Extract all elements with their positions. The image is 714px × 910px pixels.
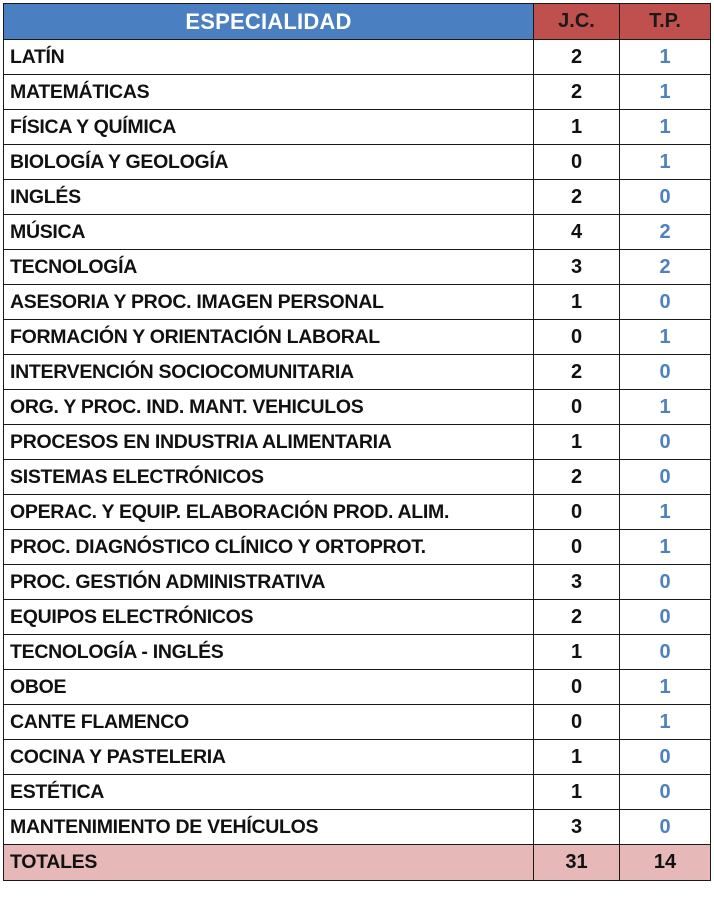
tp-cell: 0 [620, 600, 711, 635]
tp-cell: 0 [620, 285, 711, 320]
table-row [4, 775, 711, 810]
specialty-cell: COCINA Y PASTELERIA [4, 740, 534, 775]
table-row [4, 180, 711, 215]
jc-cell: 2 [534, 355, 620, 390]
table-row [4, 110, 711, 145]
jc-cell: 1 [534, 775, 620, 810]
jc-cell: 0 [534, 390, 620, 425]
header-tp: T.P. [620, 4, 711, 40]
jc-cell: 2 [534, 75, 620, 110]
specialty-cell: MATEMÁTICAS [4, 75, 534, 110]
tp-cell: 2 [620, 250, 711, 285]
table-row [4, 355, 711, 390]
jc-cell: 0 [534, 670, 620, 705]
table-row [4, 565, 711, 600]
tp-cell: 1 [620, 110, 711, 145]
table-row [4, 460, 711, 495]
table-row [4, 250, 711, 285]
table-body [4, 40, 711, 881]
tp-cell: 2 [620, 215, 711, 250]
table-row [4, 320, 711, 355]
tp-cell: 1 [620, 75, 711, 110]
specialty-cell: MÚSICA [4, 215, 534, 250]
tp-cell: 0 [620, 565, 711, 600]
specialty-cell: PROC. DIAGNÓSTICO CLÍNICO Y ORTOPROT. [4, 530, 534, 565]
specialty-cell: OBOE [4, 670, 534, 705]
jc-cell: 0 [534, 705, 620, 740]
tp-cell: 0 [620, 460, 711, 495]
totals-tp: 14 [620, 845, 711, 881]
specialty-cell: OPERAC. Y EQUIP. ELABORACIÓN PROD. ALIM. [4, 495, 534, 530]
table-row [4, 285, 711, 320]
totals-row [4, 845, 711, 881]
jc-cell: 2 [534, 600, 620, 635]
table-row [4, 75, 711, 110]
tp-cell: 0 [620, 810, 711, 845]
table-row [4, 215, 711, 250]
jc-cell: 1 [534, 635, 620, 670]
specialty-table [3, 3, 711, 881]
tp-cell: 0 [620, 740, 711, 775]
jc-cell: 0 [534, 145, 620, 180]
tp-cell: 1 [620, 390, 711, 425]
jc-cell: 3 [534, 565, 620, 600]
tp-cell: 0 [620, 355, 711, 390]
table-row [4, 425, 711, 460]
table-row [4, 635, 711, 670]
specialty-cell: PROC. GESTIÓN ADMINISTRATIVA [4, 565, 534, 600]
table-row [4, 40, 711, 75]
table-row [4, 390, 711, 425]
tp-cell: 1 [620, 40, 711, 75]
tp-cell: 0 [620, 425, 711, 460]
specialty-cell: TECNOLOGÍA - INGLÉS [4, 635, 534, 670]
specialty-cell: MANTENIMIENTO DE VEHÍCULOS [4, 810, 534, 845]
jc-cell: 0 [534, 495, 620, 530]
jc-cell: 1 [534, 425, 620, 460]
totals-label: TOTALES [4, 845, 534, 881]
tp-cell: 1 [620, 705, 711, 740]
specialty-cell: FORMACIÓN Y ORIENTACIÓN LABORAL [4, 320, 534, 355]
tp-cell: 1 [620, 495, 711, 530]
header-jc: J.C. [534, 4, 620, 40]
specialty-cell: LATÍN [4, 40, 534, 75]
table-row [4, 530, 711, 565]
table-row [4, 145, 711, 180]
specialty-cell: ESTÉTICA [4, 775, 534, 810]
jc-cell: 1 [534, 740, 620, 775]
jc-cell: 1 [534, 285, 620, 320]
tp-cell: 1 [620, 670, 711, 705]
jc-cell: 2 [534, 180, 620, 215]
tp-cell: 0 [620, 775, 711, 810]
specialty-cell: FÍSICA Y QUÍMICA [4, 110, 534, 145]
jc-cell: 4 [534, 215, 620, 250]
totals-jc: 31 [534, 845, 620, 881]
table-header-row [4, 4, 711, 40]
tp-cell: 1 [620, 320, 711, 355]
specialty-cell: INTERVENCIÓN SOCIOCOMUNITARIA [4, 355, 534, 390]
jc-cell: 3 [534, 250, 620, 285]
tp-cell: 0 [620, 180, 711, 215]
specialty-cell: TECNOLOGÍA [4, 250, 534, 285]
jc-cell: 2 [534, 460, 620, 495]
table-row [4, 705, 711, 740]
table-row [4, 810, 711, 845]
specialty-cell: CANTE FLAMENCO [4, 705, 534, 740]
jc-cell: 0 [534, 320, 620, 355]
specialty-cell: ASESORIA Y PROC. IMAGEN PERSONAL [4, 285, 534, 320]
specialty-cell: EQUIPOS ELECTRÓNICOS [4, 600, 534, 635]
jc-cell: 2 [534, 40, 620, 75]
jc-cell: 1 [534, 110, 620, 145]
specialty-cell: ORG. Y PROC. IND. MANT. VEHICULOS [4, 390, 534, 425]
specialty-cell: INGLÉS [4, 180, 534, 215]
specialty-cell: SISTEMAS ELECTRÓNICOS [4, 460, 534, 495]
specialty-cell: BIOLOGÍA Y GEOLOGÍA [4, 145, 534, 180]
table-row [4, 670, 711, 705]
table-row [4, 600, 711, 635]
tp-cell: 1 [620, 145, 711, 180]
tp-cell: 0 [620, 635, 711, 670]
table-row [4, 495, 711, 530]
jc-cell: 3 [534, 810, 620, 845]
header-specialty: ESPECIALIDAD [4, 4, 534, 40]
tp-cell: 1 [620, 530, 711, 565]
specialty-cell: PROCESOS EN INDUSTRIA ALIMENTARIA [4, 425, 534, 460]
table-row [4, 740, 711, 775]
jc-cell: 0 [534, 530, 620, 565]
